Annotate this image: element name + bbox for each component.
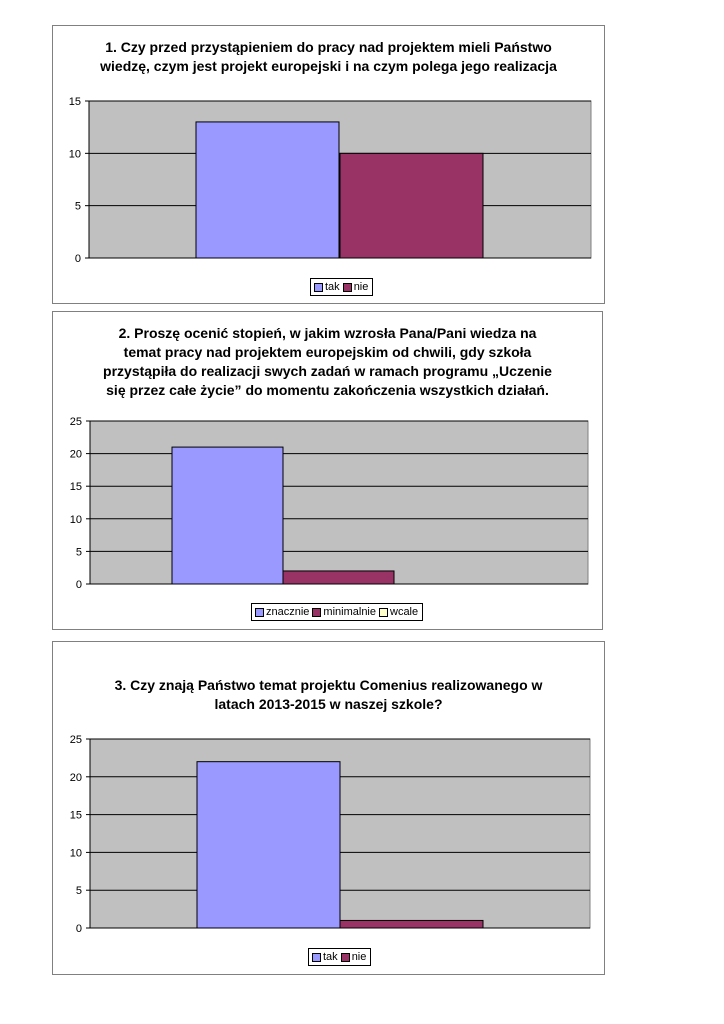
chart-title-line: 2. Proszę ocenić stopień, w jakim wzrosła Pana/Pani wiedza na xyxy=(118,325,537,341)
bar-minimalnie xyxy=(283,571,394,584)
legend-swatch xyxy=(255,608,264,617)
legend-label: nie xyxy=(351,951,367,963)
bar-nie xyxy=(340,920,483,928)
y-tick-label: 10 xyxy=(68,148,81,161)
y-tick-label: 15 xyxy=(69,809,82,822)
legend-label: wcale xyxy=(390,606,419,618)
legend-item-nie xyxy=(343,281,369,293)
chart-legend-2 xyxy=(251,603,423,621)
chart-title-line: latach 2013-2015 w naszej szkole? xyxy=(214,696,443,712)
legend-swatch xyxy=(312,608,321,617)
chart-plot-3 xyxy=(53,642,606,976)
chart-plot-1 xyxy=(53,26,606,305)
chart-legend-1 xyxy=(310,278,373,296)
legend-label: tak xyxy=(323,951,338,963)
y-tick-label: 10 xyxy=(69,513,82,526)
y-tick-label: 15 xyxy=(69,481,82,494)
chart-title-line: 3. Czy znają Państwo temat projektu Comenius realizowanego w xyxy=(114,677,543,693)
y-tick-label: 15 xyxy=(68,96,81,108)
y-tick-label: 0 xyxy=(75,923,82,935)
legend-swatch xyxy=(379,608,388,617)
y-tick-label: 5 xyxy=(75,885,82,898)
legend-swatch xyxy=(312,953,321,962)
legend-item-nie xyxy=(341,951,367,963)
plot-area xyxy=(90,421,588,584)
legend-label: tak xyxy=(325,281,340,293)
bar-nie xyxy=(340,153,483,258)
bar-tak xyxy=(197,762,340,928)
legend-label: minimalnie xyxy=(323,606,376,618)
legend-swatch xyxy=(341,953,350,962)
legend-swatch xyxy=(314,283,323,292)
legend-item-znacznie xyxy=(255,606,309,618)
legend-item-tak xyxy=(314,281,340,293)
chart-title-line: przystąpiła do realizacji swych zadań w ramach programu „Uczenie xyxy=(103,363,552,379)
legend-item-tak xyxy=(312,951,338,963)
bar-znacznie xyxy=(172,447,283,584)
chart-panel-2 xyxy=(52,311,603,630)
legend-label: nie xyxy=(353,281,369,293)
y-tick-label: 5 xyxy=(75,546,82,559)
y-tick-label: 0 xyxy=(74,253,81,265)
chart-plot-2 xyxy=(53,312,604,631)
y-tick-label: 0 xyxy=(75,579,82,591)
chart-panel-1 xyxy=(52,25,605,304)
y-tick-label: 20 xyxy=(69,448,82,461)
legend-item-minimalnie xyxy=(312,606,376,618)
y-tick-label: 25 xyxy=(69,416,82,428)
chart-title-line: wiedzę, czym jest projekt europejski i na czym polega jego realizacja xyxy=(100,58,557,74)
y-tick-label: 25 xyxy=(69,734,82,746)
bar-tak xyxy=(196,122,339,258)
chart-legend-3 xyxy=(308,948,371,966)
y-tick-label: 5 xyxy=(74,200,81,213)
chart-title-line: temat pracy nad projektem europejskim od chwili, gdy szkoła xyxy=(123,344,532,360)
legend-swatch xyxy=(343,283,352,292)
chart-panel-3 xyxy=(52,641,605,975)
y-tick-label: 20 xyxy=(69,771,82,784)
legend-item-wcale xyxy=(379,606,418,618)
chart-title-line: 1. Czy przed przystąpieniem do pracy nad projektem mieli Państwo xyxy=(105,39,552,55)
legend-label: znacznie xyxy=(266,606,310,618)
chart-title-line: się przez całe życie” do momentu zakończenia wszystkich działań. xyxy=(106,382,549,398)
y-tick-label: 10 xyxy=(69,847,82,860)
